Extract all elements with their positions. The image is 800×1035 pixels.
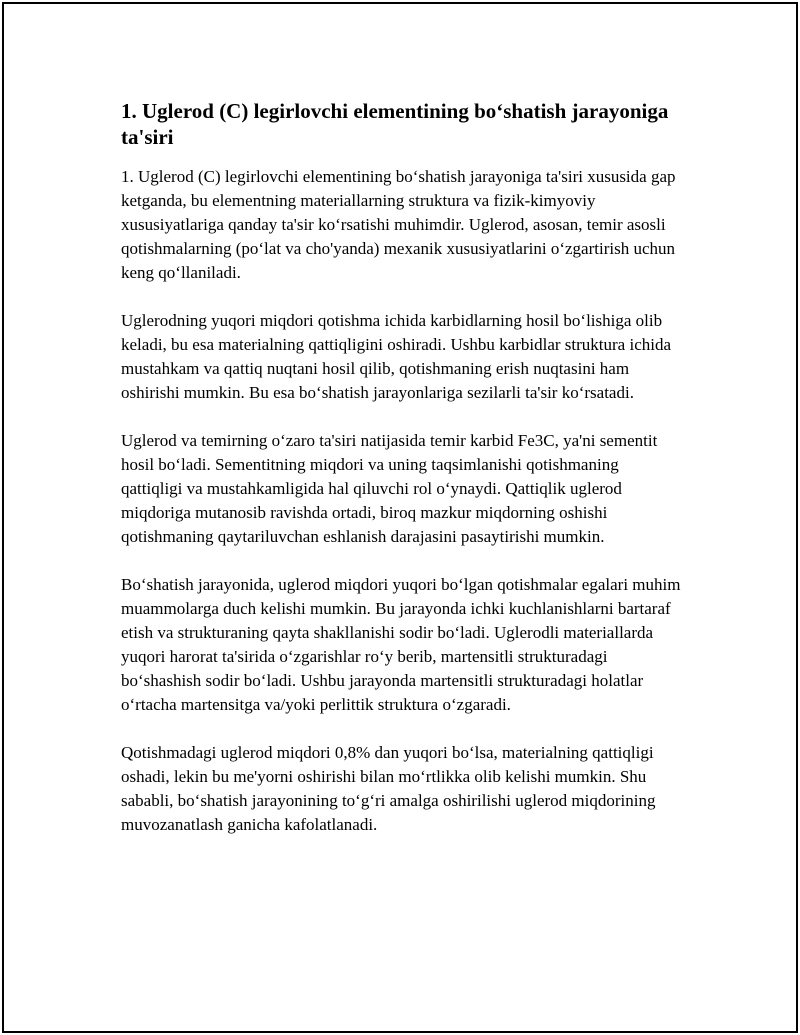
paragraph-2: Uglerodning yuqori miqdori qotishma ichida karbidlarning hosil bo‘lishiga olib keladi, bu esa materialning qattiqligini oshiradi. Ushbu karbidlar struktura ichida mustahkam va qattiq nuqtani hosil qilib, qotishmaning erish nuqtasini ham oshirishi mumkin. Bu esa bo‘shatish jarayonlariga sezilarli ta'sir ko‘rsatadi. xyxy=(121,311,672,402)
paragraph-3: Uglerod va temirning o‘zaro ta'siri natijasida temir karbid Fe3C, ya'ni sementit hosil bo‘ladi. Sementitning miqdori va uning taqsimlanishi qotishmaning qattiqligi va mustahkamligida hal qiluvchi rol o‘ynaydi. Qattiqlik uglerod miqdoriga mutanosib ravishda ortadi, biroq mazkur miqdorning oshishi qotishmaning qaytariluvchan eshlanish darajasini pasaytirishi mumkin. xyxy=(121,431,658,546)
paragraph-4: Bo‘shatish jarayonida, uglerod miqdori yuqori bo‘lgan qotishmalar egalari muhim muammolarga duch kelishi mumkin. Bu jarayonda ichki kuchlanishlarni bartaraf etish va strukturaning qayta shakllanishi sodir bo‘ladi. Uglerodli materiallarda yuqori harorat ta'sirida o‘zgarishlar ro‘y berib, martensitli strukturadagi bo‘shashish sodir bo‘ladi. Ushbu jarayonda martensitli strukturadagi holatlar o‘rtacha martensitga va/yoki perlittik struktura o‘zgaradi. xyxy=(121,575,681,714)
document-body xyxy=(121,98,683,861)
page-frame xyxy=(2,2,798,1033)
paragraph-5: Qotishmadagi uglerod miqdori 0,8% dan yuqori bo‘lsa, materialning qattiqligi oshadi, lekin bu me'yorni oshirishi bilan mo‘rtlikka olib kelishi mumkin. Shu sababli, bo‘shatish jarayonining to‘g‘ri amalga oshirilishi uglerod miqdorining muvozanatlash ganicha kafolatlanadi. xyxy=(121,743,656,834)
document-title: 1. Uglerod (C) legirlovchi elementining bo‘shatish jarayoniga ta'siri xyxy=(121,99,669,149)
paragraph-1: 1. Uglerod (C) legirlovchi elementining bo‘shatish jarayoniga ta'siri xususida gap ketganda, bu elementning materiallarning struktura va fizik-kimyoviy xususiyatlariga qanday ta'sir ko‘rsatishi muhimdir. Uglerod, asosan, temir asosli qotishmalarning (po‘lat va cho'yanda) mexanik xususiyatlarini o‘zgartirish uchun keng qo‘llaniladi. xyxy=(121,167,676,282)
